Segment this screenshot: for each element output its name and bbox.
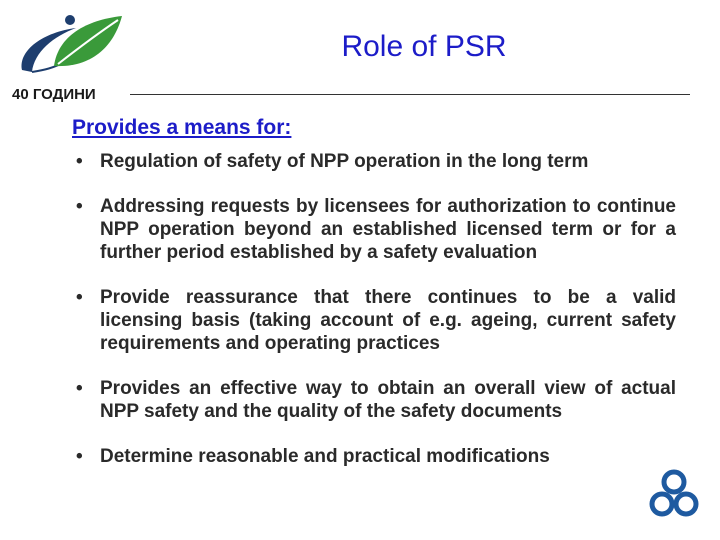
agency-emblem-icon bbox=[648, 466, 700, 522]
bullet-item: • Provide reassurance that there continues to be a valid licensing basis (taking account of e.g. ageing, current safety requirements and operating practices bbox=[72, 286, 676, 355]
bullet-item: • Determine reasonable and practical modifications bbox=[72, 445, 676, 468]
bullet-item: • Provides an effective way to obtain an overall view of actual NPP safety and the quality of the safety documents bbox=[72, 377, 676, 423]
bullet-item: • Addressing requests by licensees for authorization to continue NPP operation beyond an established licensed term or for a further period established by a safety evaluation bbox=[72, 195, 676, 264]
header-divider bbox=[130, 94, 690, 95]
leaf-swoosh-logo bbox=[14, 10, 126, 88]
bullet-list bbox=[72, 150, 676, 490]
slide-title: Role of PSR bbox=[341, 30, 507, 63]
logo-caption: 40 ГОДИНИ bbox=[12, 86, 96, 103]
slide-subtitle: Provides a means for: bbox=[72, 116, 292, 139]
bullet-item: • Regulation of safety of NPP operation in the long term bbox=[72, 150, 676, 173]
